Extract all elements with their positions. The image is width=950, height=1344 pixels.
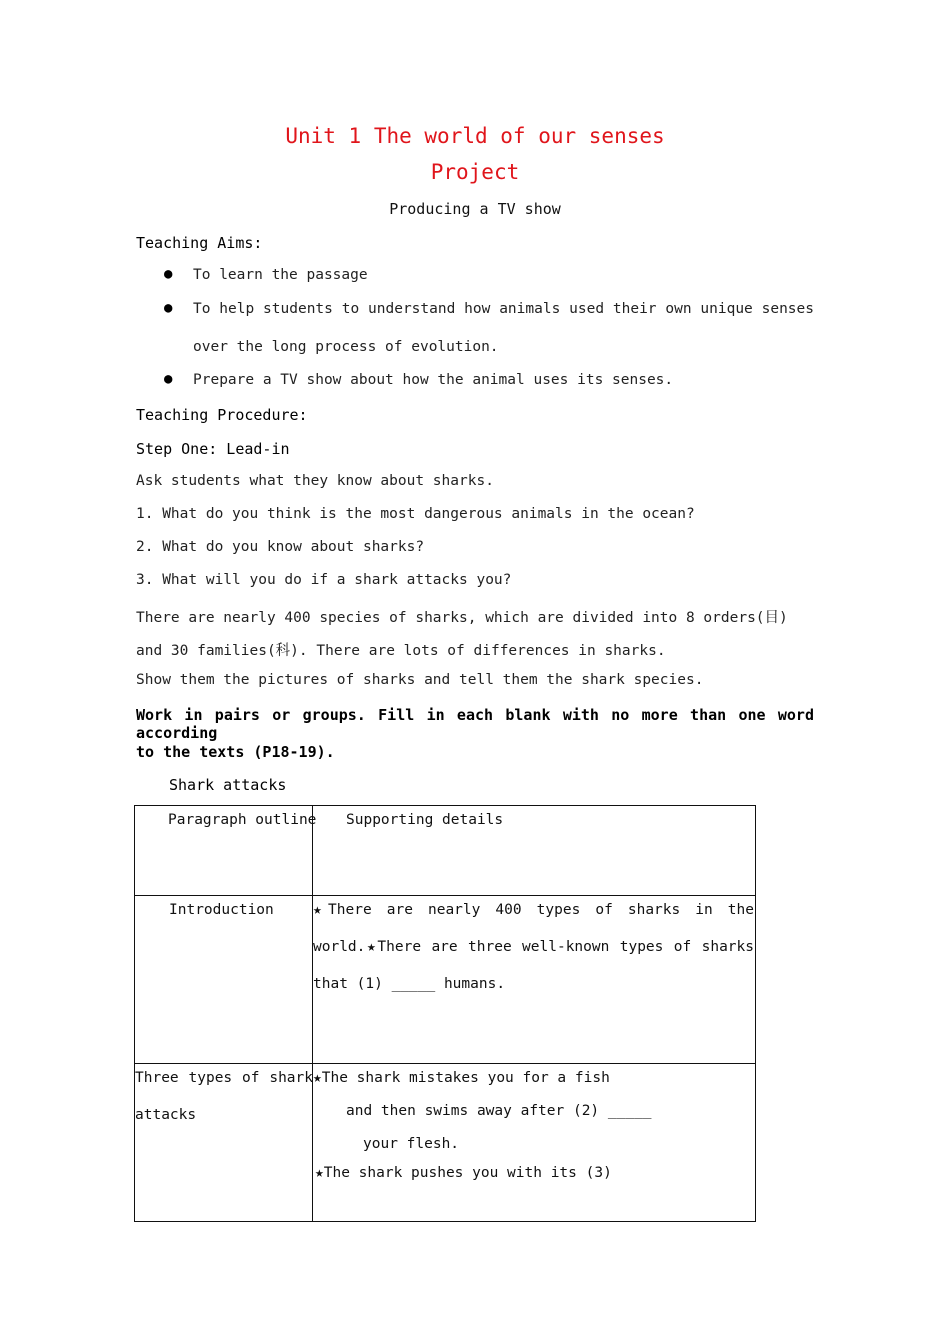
outline-three-types-line-1: Three types of shark (135, 1070, 313, 1086)
outline-three-types-line-2: attacks (135, 1107, 197, 1123)
table-row (135, 896, 756, 1064)
aim-item-1: To learn the passage (193, 267, 368, 283)
teaching-procedure-heading: Teaching Procedure: (136, 406, 308, 424)
task-instruction-line-2: to the texts (P18-19). (136, 743, 335, 761)
header-cell-details (313, 806, 756, 896)
table-row (135, 1064, 756, 1222)
question-1: 1. What do you think is the most dangerous animals in the ocean? (136, 506, 695, 522)
aim-item-2-line-2: over the long process of evolution. (193, 339, 499, 355)
detail-line-blank-1: that (1) _____ humans. (313, 976, 506, 992)
teaching-aims-heading: Teaching Aims: (136, 234, 263, 252)
details-cell (313, 1064, 756, 1222)
procedure-line: and 30 families(科). There are lots of differences in sharks. (136, 643, 666, 659)
detail-line: ★The shark mistakes you for a fish (313, 1070, 610, 1086)
outline-cell (135, 896, 313, 1064)
detail-line-blank-3: ★The shark pushes you with its (3) (315, 1165, 612, 1181)
aim-item-3: Prepare a TV show about how the animal uses its senses. (193, 372, 674, 388)
task-instruction-line-1: Work in pairs or groups. Fill in each blank with no more than one word according (136, 706, 814, 742)
procedure-line: Ask students what they know about sharks. (136, 473, 494, 489)
shark-attacks-table (134, 805, 756, 1222)
outline-cell (135, 1064, 313, 1222)
bullet-icon: ● (164, 266, 173, 282)
bullet-icon: ● (164, 371, 173, 387)
question-2: 2. What do you know about sharks? (136, 539, 425, 555)
details-cell (313, 896, 756, 1064)
procedure-line: There are nearly 400 species of sharks, which are divided into 8 orders(目) (136, 610, 788, 626)
detail-line: world.★There are three well-known types of sharks (313, 939, 754, 955)
question-3: 3. What will you do if a shark attacks you? (136, 572, 512, 588)
detail-line-blank-2: and then swims away after (2) _____ (346, 1103, 652, 1119)
outline-introduction: Introduction (169, 902, 274, 918)
procedure-line: Show them the pictures of sharks and tell them the shark species. (136, 672, 704, 688)
step-one-heading: Step One: Lead-in (136, 440, 290, 458)
detail-line: ★There are nearly 400 types of sharks in the (313, 902, 754, 918)
header-paragraph-outline: Paragraph outline (168, 812, 317, 828)
aim-item-2-line-1: To help students to understand how animals used their own unique senses (193, 301, 814, 317)
doc-subheading: Producing a TV show (389, 200, 561, 218)
doc-title: Unit 1 The world of our senses (285, 124, 665, 148)
bullet-icon: ● (164, 300, 173, 316)
detail-line: your flesh. (363, 1136, 460, 1152)
table-header-row (135, 806, 756, 896)
doc-subtitle-project: Project (430, 160, 520, 184)
table-caption: Shark attacks (169, 776, 287, 794)
header-supporting-details: Supporting details (346, 812, 504, 828)
header-cell-outline (135, 806, 317, 896)
